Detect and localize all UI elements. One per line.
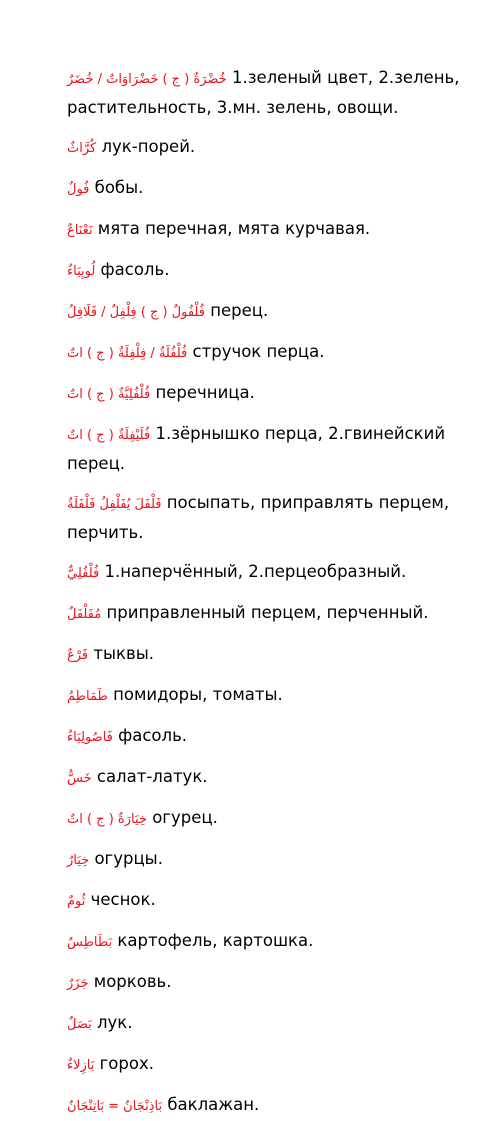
russian-translation: 1.наперчённый, 2.перцеобразный. [104,562,407,581]
vocab-entry [67,256,478,286]
russian-translation: мята перечная, мята курчавая. [97,219,371,238]
arabic-term: فَلْفَلَ يُفَلْفِلُ فَلْفَلَةٌ [67,497,162,512]
russian-translation: лук. [97,1013,133,1032]
arabic-term: فُلْفُولٌ ( ج ) فِلْفِلٌ / فَلَافِلُ [67,305,205,320]
russian-translation: морковь. [93,972,172,991]
vocab-entry [67,1050,478,1080]
russian-translation: стручок перца. [192,342,325,361]
vocab-entry [67,640,478,670]
arabic-term: فُولٌ [67,182,90,197]
russian-translation: перец. [210,301,269,320]
arabic-term: فُلَيْفِلَةٌ ( ج ) اتٌ [67,428,151,443]
arabic-term: طَمَاطِمُ [67,689,108,704]
russian-translation: чеснок. [90,890,156,909]
russian-translation: приправленный перцем, перченный. [106,603,429,622]
arabic-term: بَاذِنْجَانٌ = بَاتِنْجَانٌ [67,1099,163,1114]
vocab-entry [67,886,478,916]
vocab-entry [67,1009,478,1039]
vocab-entry [67,722,478,752]
arabic-term: خُضْرَةٌ ( ج ) خَضْرَاوَاتٌ / خُضَرٌ [67,72,227,87]
russian-translation: фасоль. [100,260,170,279]
arabic-term: قَرْعٌ [67,648,89,663]
arabic-term: ثُومٌ [67,894,86,909]
russian-translation: салат-латук. [96,767,208,786]
vocab-entry [67,763,478,793]
vocab-entry [67,379,478,409]
vocab-entry [67,174,478,204]
arabic-term: خَسٌّ [67,771,92,786]
vocab-entry [67,133,478,163]
arabic-term: فُلْفُلِيٌّ [67,566,100,581]
vocab-entry [67,489,478,547]
russian-translation: фасоль. [118,726,188,745]
vocab-entry [67,297,478,327]
vocab-entry [67,420,478,478]
vocab-entry [67,845,478,875]
vocab-entry [67,927,478,957]
vocab-entry [67,558,478,588]
arabic-term: خِيَارٌ [67,853,90,868]
vocab-entry [67,64,478,122]
russian-translation: бобы. [94,178,144,197]
arabic-term: خِيَارَةٌ ( ج ) اتٌ [67,812,147,827]
russian-translation: баклажан. [167,1095,260,1114]
russian-translation: тыквы. [93,644,155,663]
russian-translation: 1.зёрнышко перца, 2.гвинейский перец. [67,424,446,473]
vocab-entry [67,804,478,834]
russian-translation: посыпать, приправлять перцем, перчить. [67,493,450,542]
arabic-term: فُلْفُلَةٌ / فِلْفِلَةٌ ( ج ) اتٌ [67,346,188,361]
russian-translation: 1.зеленый цвет, 2.зелень, растительность, 3.мн. зелень, овощи. [67,68,460,117]
russian-translation: огурец. [152,808,218,827]
arabic-term: نَعْنَاعٌ [67,223,93,238]
arabic-term: لُوبِيَاءُ [67,264,96,279]
arabic-term: بَازِلاءٌ [67,1058,95,1073]
arabic-term: مُفَلْفَلٌ [67,607,102,622]
russian-translation: горох. [99,1054,154,1073]
vocab-entry [67,599,478,629]
russian-translation: огурцы. [94,849,163,868]
russian-translation: лук-порей. [101,137,196,156]
russian-translation: картофель, картошка. [117,931,314,950]
vocab-entry [67,1091,478,1121]
vocab-entry [67,968,478,998]
arabic-term: فَاصُولِيَاءُ [67,730,113,745]
arabic-term: فُلْفُلِيَّةٌ ( ج ) اتٌ [67,387,151,402]
vocab-entry [67,681,478,711]
arabic-term: كُرَّاثٌ [67,141,97,156]
russian-translation: перечница. [155,383,255,402]
russian-translation: помидоры, томаты. [113,685,283,704]
arabic-term: بَطَاطِسٌ [67,935,113,950]
vocab-entry [67,338,478,368]
vocab-entry [67,215,478,245]
arabic-term: جَزَرٌ [67,976,89,991]
arabic-term: بَصَلٌ [67,1017,92,1032]
